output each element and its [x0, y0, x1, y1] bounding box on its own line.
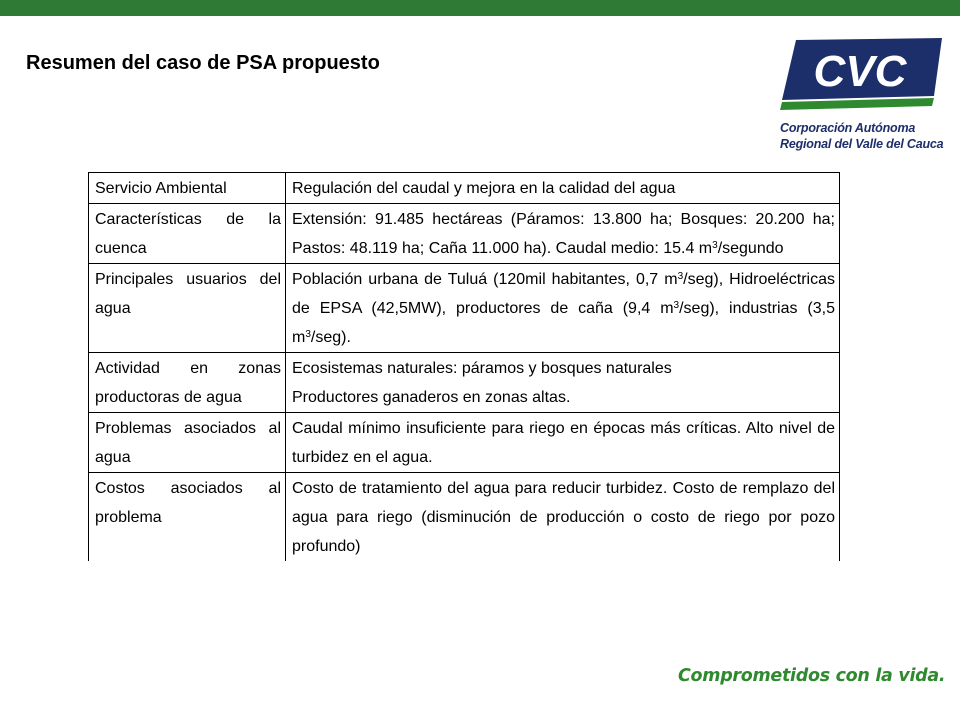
cvc-logo-mark	[776, 36, 946, 120]
row-value	[286, 353, 840, 413]
superscript: 3	[305, 329, 311, 340]
slide-title: Resumen del caso de PSA propuesto	[26, 52, 380, 74]
row-value: Costo de tratamiento del agua para reducir turbidez. Costo de remplazo del agua para riego (disminución de producción o costo de riego por pozo profundo)	[286, 473, 840, 562]
superscript: 3	[712, 240, 718, 251]
value-line: Productores ganaderos en zonas altas.	[292, 389, 571, 406]
value-text: Extensión: 91.485 hectáreas (Páramos: 13.800 ha; Bosques: 20.200 ha; Pastos: 48.119 ha; Caña 11.000 ha). Caudal medio: 15.4 m	[292, 211, 835, 257]
superscript: 3	[677, 271, 684, 282]
psa-summary-table	[88, 172, 840, 561]
logo-line-2: Regional del Valle del Cauca	[780, 137, 944, 151]
row-value	[286, 204, 840, 264]
value-text: /seg), industrias (3,5 m	[292, 300, 835, 346]
row-label: Características de la cuenca	[89, 204, 286, 264]
cvc-logo	[776, 36, 946, 152]
value-text: Población urbana de Tuluá (120mil habitantes, 0,7 m	[292, 271, 678, 288]
value-text: /seg), Hidroeléctricas de EPSA (42,5MW), productores de caña (9,4 m	[292, 271, 835, 317]
row-value: Caudal mínimo insuficiente para riego en épocas más críticas. Alto nivel de turbidez en el agua.	[286, 413, 840, 473]
table-row	[89, 173, 840, 204]
cvc-wordmark: CVC	[813, 47, 907, 96]
row-label: Servicio Ambiental	[89, 173, 286, 204]
row-label: Actividad en zonas productoras de agua	[89, 353, 286, 413]
value-text: /seg).	[310, 329, 351, 346]
row-label: Costos asociados al problema	[89, 473, 286, 562]
table-row	[89, 473, 840, 562]
top-accent-bar	[0, 0, 960, 16]
row-label: Principales usuarios del agua	[89, 264, 286, 353]
table-row	[89, 413, 840, 473]
logo-line-1: Corporación Autónoma	[780, 121, 916, 135]
row-value	[286, 264, 840, 353]
slogan: Comprometidos con la vida.	[678, 666, 946, 686]
value-text: /segundo	[717, 240, 784, 257]
table-row	[89, 204, 840, 264]
value-line: Ecosistemas naturales: páramos y bosques naturales	[292, 360, 672, 377]
superscript: 3	[673, 300, 680, 311]
table-row	[89, 353, 840, 413]
row-value: Regulación del caudal y mejora en la calidad del agua	[286, 173, 840, 204]
table-row	[89, 264, 840, 353]
row-label: Problemas asociados al agua	[89, 413, 286, 473]
